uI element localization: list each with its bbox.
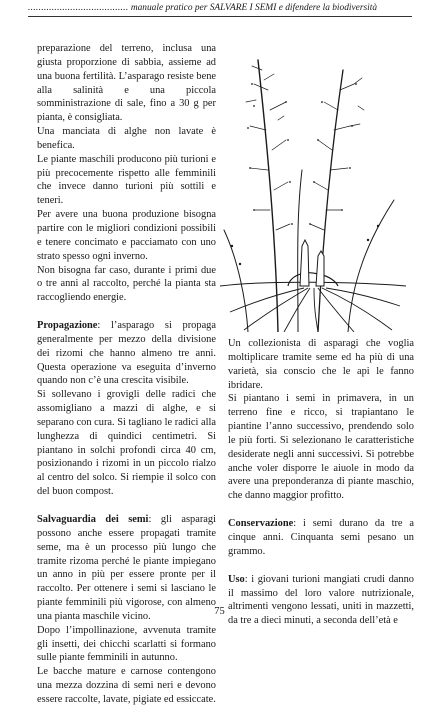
header-dots: ...................................... xyxy=(28,3,129,13)
propagation-text: : l’asparago si propaga generalmente per mezzo della divisione dei rizomi che hanno almeno tre anni. Questa operazione va eseguita d’inverno quando non c’è una crescita visibile. xyxy=(37,320,216,387)
conservation-text: : i semi durano da tre a cinque anni. Cinquanta semi pesano un grammo. xyxy=(228,518,414,557)
running-header xyxy=(28,3,412,13)
paragraph-conservation xyxy=(228,517,414,559)
seed-saving-text: : gli asparagi possono anche essere propagati tramite seme, ma è un processo più lungo che tramite rizoma perché le piante impiegano un anno in più per essere pronte per il raccolto. Per ottenere i semi si lasciano le piante femminili più vigorose, con almeno una pianta maschile vicino. xyxy=(37,514,216,622)
right-column xyxy=(228,337,414,628)
paragraph-pollination: Dopo l’impollinazione, avvenuta tramite gli insetti, dei chicchi scarlatti si formano sulle piante femminili in autunno. xyxy=(37,624,216,664)
asparagus-illustration xyxy=(218,50,408,332)
paragraph-production: Per avere una buona produzione bisogna partire con le migliori condizioni possibili e tenere concimato e pacciamato con uno strato spesso ogni inverno. xyxy=(37,209,216,262)
paragraph-male-plants: Le piante maschili producono più turioni e più precocemente rispetto alle femminili che invece danno turioni più sottili e teneri. xyxy=(37,153,216,207)
paragraph-collector: Un collezionista di asparagi che voglia moltiplicare tramite seme ed ha più di una varietà, sia conscio che le api le fanno ibridare. xyxy=(228,338,414,391)
paragraph-berries: Le bacche mature e carnose contengono una mezza dozzina di semi neri e devono essere raccolte, lavate, pigiate ed essiccate. xyxy=(37,666,216,705)
paragraph-seaweed: Una manciata di alghe non lavate è benefica. xyxy=(37,126,216,151)
paragraph-soil: preparazione del terreno, inclusa una giusta proporzione di sabbia, assieme ad una buona fertilità. L’asparago resiste bene alla salinità e una piccola somministrazione di sale, fino a 30 g per pianta, è consigliata. xyxy=(37,43,216,124)
header-title: manuale pratico per SALVARE I SEMI e difendere la biodiversità xyxy=(130,3,378,13)
paragraph-use xyxy=(228,573,414,628)
paragraph-sowing: Si piantano i semi in primavera, in un terreno fine e ricco, si trapiantano le piantine l’anno successivo, prendendo solo le più forti. Si selezionano le caratteristiche desiderate negli anni successivi. Si potrebbe anche voler disporre le aiuole in modo da avere una preponderanza di piante maschio, che danno maggior profitto. xyxy=(228,393,414,502)
heading-conservation: Conservazione xyxy=(228,518,294,530)
heading-use: Uso xyxy=(228,573,245,585)
header-rule xyxy=(28,16,412,17)
paragraph-harvest: Non bisogna far caso, durante i primi due o tre anni al raccolto, perché la pianta sta raccogliendo energie. xyxy=(37,264,216,304)
use-text: : i giovani turioni mangiati crudi danno il massimo del loro valore nutrizionale, altrimenti vengono lessati, uniti in mazzetti, da tre a dieci minuti, a seconda dell’età e xyxy=(228,573,414,627)
heading-seed-saving: Salvaguardia dei semi xyxy=(37,514,149,525)
page-number: 75 xyxy=(214,606,225,617)
paragraph-rhizomes: Si sollevano i grovigli delle radici che assomigliano a mazzi di alghe, e si separano con cura. Si tagliano le radici alla lunghezza di quindici centimetri. Si piantano in solchi profondi circa 40 cm, posizionando i rizomi in un piccolo rialzo al centro del solco. Si riempie il solco con del buon compost. xyxy=(37,389,216,498)
paragraph-propagation xyxy=(37,319,216,388)
heading-propagation: Propagazione xyxy=(37,320,98,332)
